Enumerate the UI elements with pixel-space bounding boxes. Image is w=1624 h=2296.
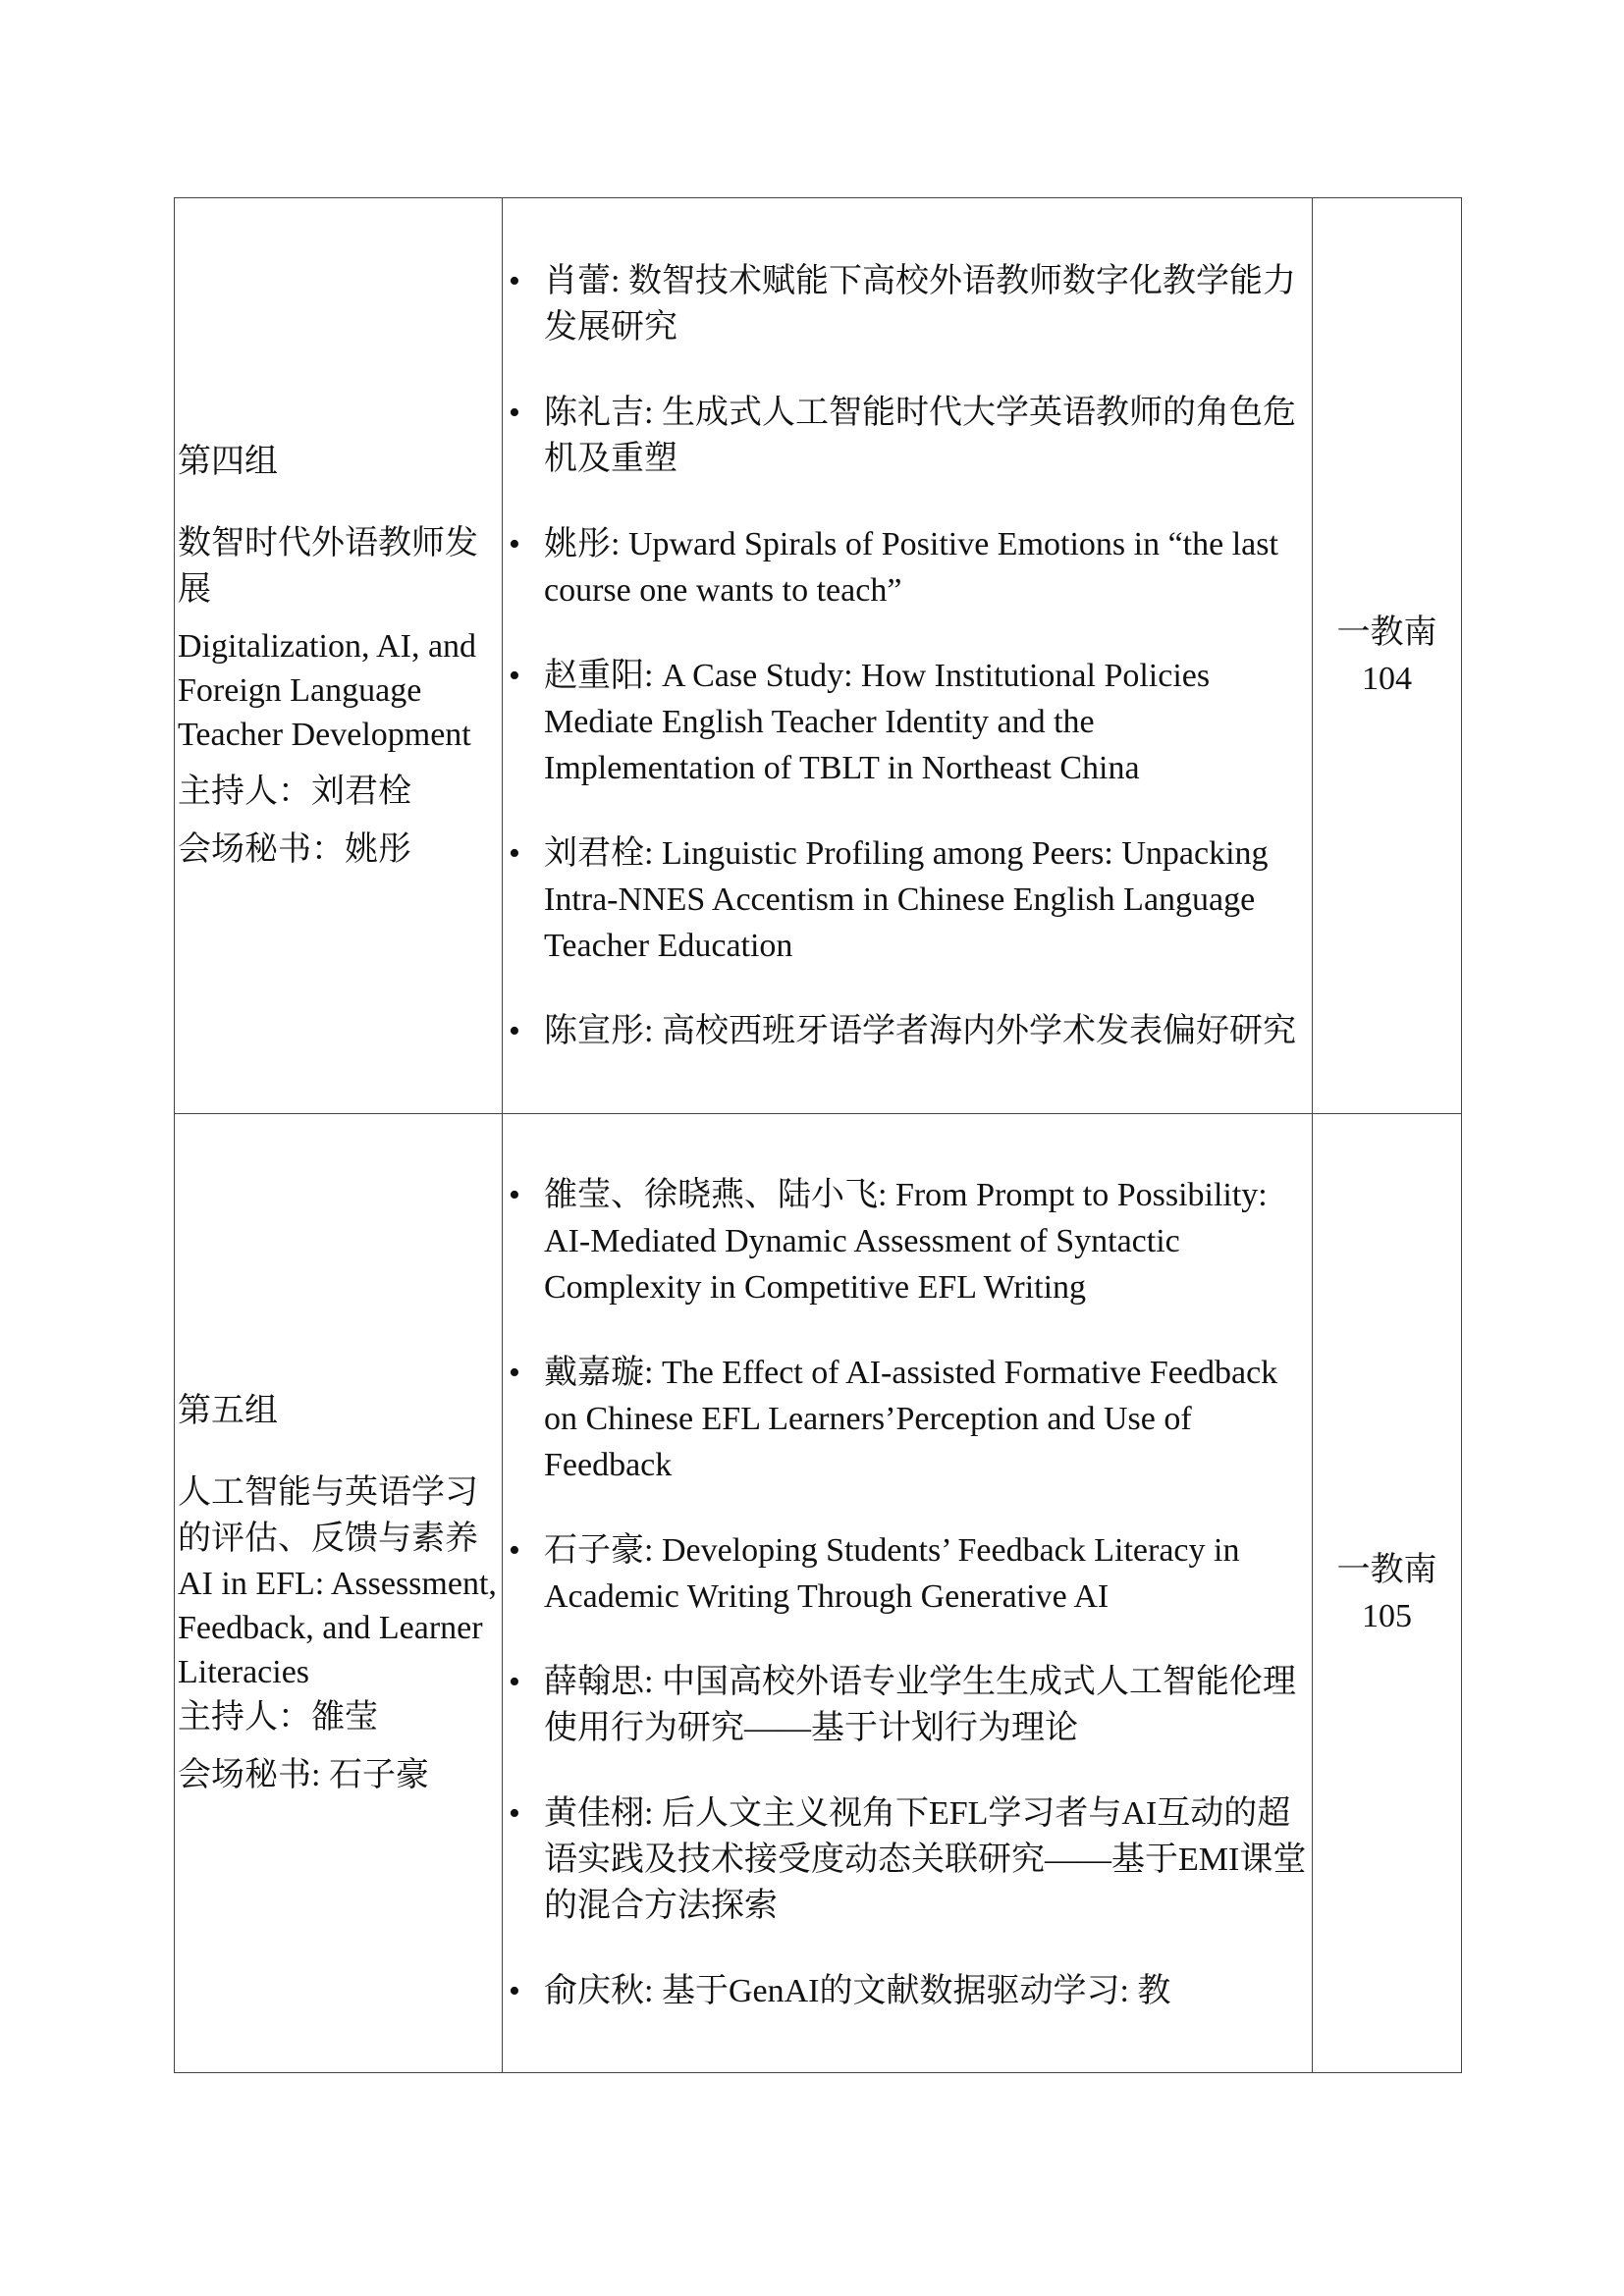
talk-text: 姚彤: Upward Spirals of Positive Emotions in “the last course one wants to teach” [544, 525, 1278, 609]
room-building: 一教南 [1336, 1552, 1437, 1588]
bullet-icon: • [509, 1012, 520, 1049]
talk-text: 俞庆秋: 基于GenAI的文献数据驱动学习: 教 [544, 1973, 1171, 2009]
talk-text: 戴嘉璇: The Effect of AI-assisted Formative Feedback on Chinese EFL Learners’Perception and Use of Feedback [544, 1355, 1278, 1483]
group-name: 第五组 [178, 1393, 278, 1429]
bullet-icon: • [509, 1532, 520, 1569]
talk-text: 陈礼吉: 生成式人工智能时代大学英语教师的角色危机及重塑 [544, 394, 1296, 477]
group-secretary: 会场秘书：姚彤 [178, 831, 411, 868]
group-row-4 [175, 198, 1462, 1114]
group-topic-en: AI in EFL: Assessment, Feedback, and Learner Literacies [178, 1566, 497, 1690]
talk-text: 肖蕾: 数智技术赋能下高校外语教师数字化教学能力发展研究 [544, 262, 1296, 346]
group-info-cell [175, 1114, 503, 2073]
talk-item [509, 258, 1310, 350]
group-name: 第四组 [178, 444, 278, 480]
bullet-icon: • [509, 1355, 520, 1391]
talk-text: 石子豪: Developing Students’ Feedback Literacy in Academic Writing Through Generative AI [544, 1532, 1240, 1615]
bullet-icon: • [509, 394, 520, 431]
room-cell [1313, 198, 1462, 1114]
bullet-icon: • [509, 834, 520, 872]
group-chair: 主持人：雒莹 [178, 1699, 378, 1735]
group-secretary: 会场秘书: 石子豪 [178, 1757, 429, 1793]
group-topic-zh: 数智时代外语教师发展 [178, 525, 478, 608]
talk-text: 黄佳栩: 后人文主义视角下EFL学习者与AI互动的超语实践及技术接受度动态关联研究——基于EMI课堂的混合方法探索 [544, 1795, 1307, 1924]
talk-list [503, 1172, 1312, 2014]
talk-text: 刘君栓: Linguistic Profiling among Peers: Unpacking Intra-NNES Accentism in Chinese English Language Teacher Education [544, 834, 1269, 964]
bullet-icon: • [509, 1795, 520, 1832]
talks-cell [503, 198, 1313, 1114]
talk-list [503, 258, 1312, 1054]
talk-item [509, 390, 1310, 482]
room-cell [1313, 1114, 1462, 2073]
talk-item [509, 830, 1310, 969]
talk-item [509, 653, 1310, 791]
talk-text: 薛翰思: 中国高校外语专业学生生成式人工智能伦理使用行为研究——基于计划行为理论 [544, 1664, 1296, 1746]
room-number: 104 [1362, 661, 1412, 697]
talk-item [509, 1350, 1310, 1488]
room-number: 105 [1362, 1598, 1412, 1634]
talk-item [509, 1172, 1310, 1310]
bullet-icon: • [509, 1664, 520, 1700]
talk-item [509, 1968, 1310, 2014]
bullet-icon: • [509, 1973, 520, 2009]
talks-cell [503, 1114, 1313, 2073]
talk-item [509, 1008, 1310, 1054]
group-chair: 主持人：刘君栓 [178, 774, 411, 810]
talk-item [509, 1659, 1310, 1751]
group-info-cell [175, 198, 503, 1114]
group-topic-zh: 人工智能与英语学习的评估、反馈与素养 [178, 1474, 478, 1557]
room-building: 一教南 [1336, 614, 1437, 651]
schedule-table [174, 197, 1462, 2073]
talk-text: 陈宣彤: 高校西班牙语学者海内外学术发表偏好研究 [544, 1012, 1296, 1049]
talk-text: 赵重阳: A Case Study: How Institutional Policies Mediate English Teacher Identity and the Implementation of TBLT in Northeast China [544, 657, 1211, 786]
talk-text: 雒莹、徐晓燕、陆小飞: From Prompt to Possibility: AI-Mediated Dynamic Assessment of Syntactic Complexity in Competitive EFL Writing [544, 1177, 1268, 1306]
bullet-icon: • [509, 657, 520, 694]
group-row-5 [175, 1114, 1462, 2073]
bullet-icon: • [509, 525, 520, 562]
bullet-icon: • [509, 262, 520, 299]
bullet-icon: • [509, 1177, 520, 1213]
talk-item [509, 521, 1310, 614]
group-topic-en: Digitalization, AI, and Foreign Language Teacher Development [178, 628, 477, 753]
talk-item [509, 1790, 1310, 1929]
talk-item [509, 1527, 1310, 1620]
